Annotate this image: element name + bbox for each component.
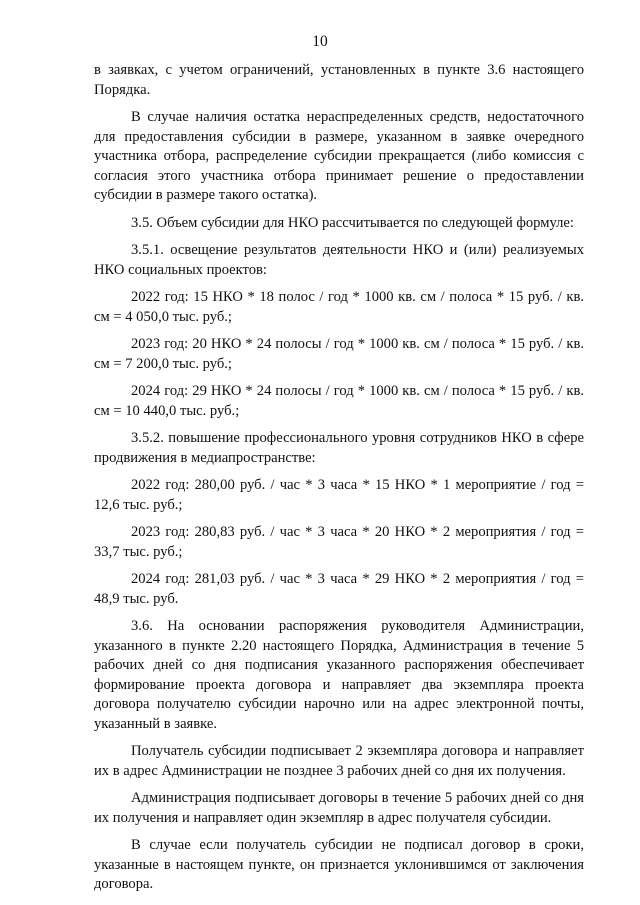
- document-body: [94, 61, 584, 895]
- paragraph-3-5-1: 3.5.1. освещение результатов деятельности НКО и (или) реализуемых НКО социальных проектов:: [94, 242, 584, 278]
- formula-2023-training: 2023 год: 280,83 руб. / час * 3 часа * 20 НКО * 2 мероприятия / год = 33,7 тыс. руб.;: [94, 524, 584, 560]
- paragraph-remaining-funds: В случае наличия остатка нераспределенных средств, недостаточного для предоставления субсидии в размере, указанном в заявке очередного участника отбора, распределение субсидии прекращается (либо комиссия с согласия этого участника отбора принимает решение о предоставлении субсидии в размере такого остатка).: [94, 109, 584, 203]
- formula-2022-coverage: 2022 год: 15 НКО * 18 полос / год * 1000 кв. см / полоса * 15 руб. / кв. см = 4 050,0 тыс. руб.;: [94, 289, 584, 325]
- formula-2024-training: 2024 год: 281,03 руб. / час * 3 часа * 29 НКО * 2 мероприятия / год = 48,9 тыс. руб.: [94, 571, 584, 607]
- paragraph-evasion: В случае если получатель субсидии не подписал договор в сроки, указанные в настоящем пункте, он признается уклонившимся от заключения договора.: [94, 837, 584, 892]
- paragraph-administration-signs: Администрация подписывает договоры в течение 5 рабочих дней со дня их получения и направляет один экземпляр в адрес получателя субсидии.: [94, 790, 584, 826]
- paragraph-3-5-2: 3.5.2. повышение профессионального уровня сотрудников НКО в сфере продвижения в медиапространстве:: [94, 430, 584, 466]
- formula-2022-training: 2022 год: 280,00 руб. / час * 3 часа * 15 НКО * 1 мероприятие / год = 12,6 тыс. руб.;: [94, 477, 584, 513]
- formula-2023-coverage: 2023 год: 20 НКО * 24 полосы / год * 1000 кв. см / полоса * 15 руб. / кв. см = 7 200,0 тыс. руб.;: [94, 336, 584, 372]
- paragraph-3-6: 3.6. На основании распоряжения руководителя Администрации, указанного в пункте 2.20 настоящего Порядка, Администрация в течение 5 рабочих дней со дня подписания указанного распоряжения обеспечивает формирование проекта договора и направляет два экземпляра проекта договора получателю субсидии нарочно или на адрес электронной почты, указанный в заявке.: [94, 618, 584, 732]
- paragraph-continuation: в заявках, с учетом ограничений, установленных в пункте 3.6 настоящего Порядка.: [94, 62, 584, 98]
- formula-2024-coverage: 2024 год: 29 НКО * 24 полосы / год * 1000 кв. см / полоса * 15 руб. / кв. см = 10 440,0 тыс. руб.;: [94, 383, 584, 419]
- page-number: 10: [312, 33, 328, 50]
- paragraph-3-5: 3.5. Объем субсидии для НКО рассчитывается по следующей формуле:: [131, 214, 574, 231]
- paragraph-recipient-signs: Получатель субсидии подписывает 2 экземпляра договора и направляет их в адрес Администрации не позднее 3 рабочих дней со дня их получения.: [94, 743, 584, 779]
